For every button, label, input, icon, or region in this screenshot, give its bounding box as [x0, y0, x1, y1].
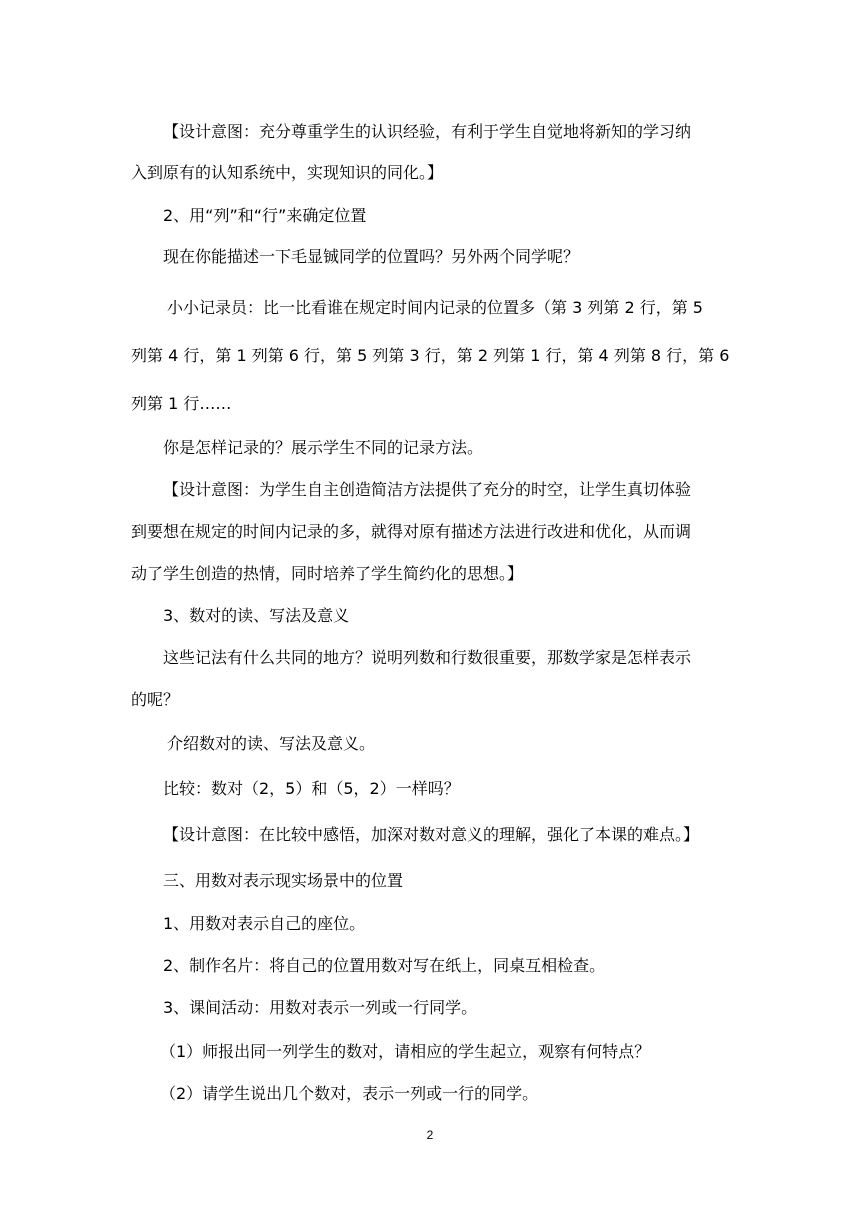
section-heading-real-scenes: 三、用数对表示现实场景中的位置	[163, 871, 404, 890]
activity-subitem-1: （1）师报出同一列学生的数对，请相应的学生起立，观察有何特点？	[160, 1042, 651, 1061]
recorder-activity-line-2: 列第 4 行，第 1 列第 6 行，第 5 列第 3 行，第 2 列第 1 行，第 4 列第 8 行，第 6	[131, 346, 730, 365]
section-heading-number-pairs: 3、数对的读、写法及意义	[163, 606, 350, 625]
question-describe-position: 现在你能描述一下毛显铖同学的位置吗？另外两个同学呢？	[163, 247, 580, 266]
section-heading-lie-hang: 2、用“列”和“行”来确定位置	[163, 206, 367, 225]
question-common-features-line-1: 这些记法有什么共同的地方？说明列数和行数很重要，那数学家是怎样表示	[163, 648, 692, 667]
compare-number-pairs: 比较：数对（2，5）和（5，2）一样吗？	[163, 779, 460, 798]
design-intent-3: 【设计意图：在比较中感悟，加深对数对意义的理解，强化了本课的难点。】	[163, 825, 700, 844]
design-intent-2-line-3: 动了学生创造的热情，同时培养了学生简约化的思想。】	[131, 564, 524, 583]
page-number: 2	[426, 1128, 434, 1142]
question-common-features-line-2: 的呢？	[131, 690, 180, 709]
introduce-number-pairs: 介绍数对的读、写法及意义。	[167, 734, 376, 753]
design-intent-2-line-1: 【设计意图：为学生自主创造简洁方法提供了充分的时空，让学生真切体验	[163, 480, 692, 499]
activity-item-3: 3、课间活动：用数对表示一列或一行同学。	[163, 998, 478, 1017]
question-how-recorded: 你是怎样记录的？展示学生不同的记录方法。	[163, 438, 484, 457]
design-intent-1-line-1: 【设计意图：充分尊重学生的认识经验，有利于学生自觉地将新知的学习纳	[163, 122, 692, 141]
recorder-activity-line-3: 列第 1 行……	[131, 394, 232, 413]
activity-item-2: 2、制作名片：将自己的位置用数对写在纸上，同桌互相检查。	[163, 956, 606, 975]
activity-item-1: 1、用数对表示自己的座位。	[163, 914, 366, 933]
design-intent-2-line-2: 到要想在规定的时间内记录的多，就得对原有描述方法进行改进和优化，从而调	[131, 522, 692, 541]
recorder-activity-line-1: 小小记录员：比一比看谁在规定时间内记录的位置多（第 3 列第 2 行，第 5	[167, 298, 703, 317]
activity-subitem-2: （2）请学生说出几个数对，表示一列或一行的同学。	[160, 1084, 539, 1103]
design-intent-1-line-2: 入到原有的认知系统中，实现知识的同化。】	[131, 163, 444, 182]
